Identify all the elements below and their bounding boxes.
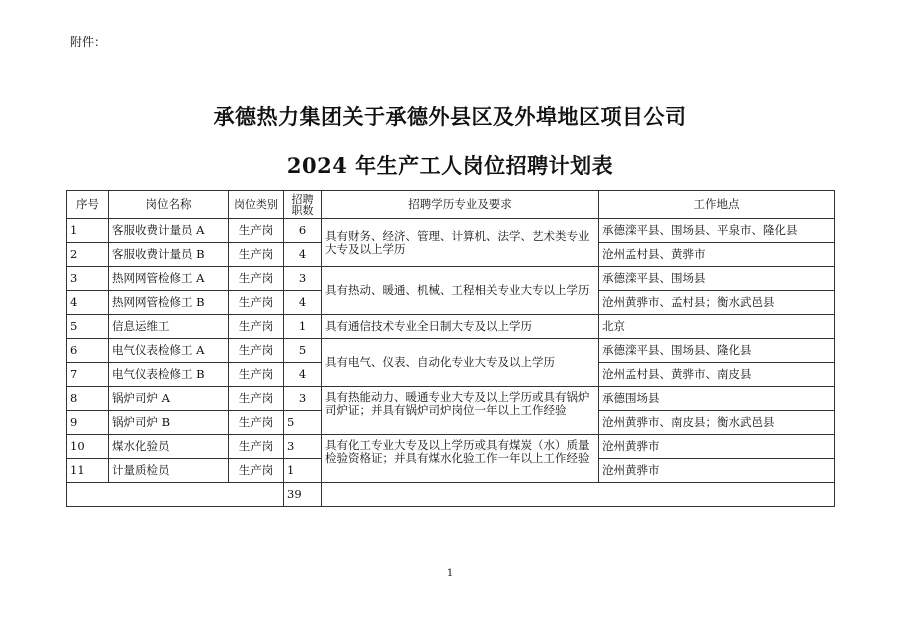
- cell-location: 沧州黄骅市、南皮县；衡水武邑县: [599, 411, 835, 435]
- cell-seq: 11: [67, 459, 109, 483]
- cell-count: 4: [284, 363, 322, 387]
- cell-category: 生产岗: [229, 459, 284, 483]
- cell-seq: 9: [67, 411, 109, 435]
- cell-seq: 5: [67, 315, 109, 339]
- table-total-row: [67, 483, 835, 507]
- cell-count: 5: [284, 339, 322, 363]
- cell-category: 生产岗: [229, 387, 284, 411]
- cell-location: 北京: [599, 315, 835, 339]
- cell-location: 承德滦平县、围场县: [599, 267, 835, 291]
- cell-count: 3: [284, 267, 322, 291]
- table-row: [67, 435, 835, 459]
- table-row: [67, 219, 835, 243]
- cell-location: 沧州黄骅市: [599, 435, 835, 459]
- document-title-line2: 2024 年生产工人岗位招聘计划表: [286, 153, 614, 178]
- attachment-label: 附件：: [70, 35, 107, 49]
- page-number: 1: [446, 568, 454, 579]
- header-category: 岗位类别: [229, 191, 284, 219]
- cell-location: 沧州黄骅市: [599, 459, 835, 483]
- table-header-row: [67, 191, 835, 219]
- cell-seq: 10: [67, 435, 109, 459]
- cell-requirements: 具有化工专业大专及以上学历或具有煤炭（水）质量检验资格证；并具有煤水化验工作一年以上工作经验: [322, 435, 599, 483]
- cell-position: 计量质检员: [109, 459, 229, 483]
- cell-count: 1: [284, 459, 322, 483]
- cell-category: 生产岗: [229, 339, 284, 363]
- cell-position: 客服收费计量员 A: [109, 219, 229, 243]
- cell-count: 1: [284, 315, 322, 339]
- cell-count: 3: [284, 387, 322, 411]
- cell-count: 4: [284, 291, 322, 315]
- table-row: [67, 339, 835, 363]
- cell-requirements: 具有电气、仪表、自动化专业大专及以上学历: [322, 339, 599, 387]
- cell-position: 电气仪表检修工 B: [109, 363, 229, 387]
- cell-position: 信息运维工: [109, 315, 229, 339]
- table-row: [67, 315, 835, 339]
- document-title-line1: 承德热力集团关于承德外县区及外埠地区项目公司: [213, 104, 687, 129]
- cell-position: 热网网管检修工 A: [109, 267, 229, 291]
- cell-position: 客服收费计量员 B: [109, 243, 229, 267]
- cell-seq: 3: [67, 267, 109, 291]
- header-position: 岗位名称: [109, 191, 229, 219]
- cell-category: 生产岗: [229, 315, 284, 339]
- cell-count: 6: [284, 219, 322, 243]
- cell-position: 锅炉司炉 A: [109, 387, 229, 411]
- table-row: [67, 267, 835, 291]
- total-label-cell: [67, 483, 284, 507]
- cell-position: 电气仪表检修工 A: [109, 339, 229, 363]
- cell-position: 锅炉司炉 B: [109, 411, 229, 435]
- cell-requirements: 具有财务、经济、管理、计算机、法学、艺术类专业大专及以上学历: [322, 219, 599, 267]
- cell-location: 沧州黄骅市、孟村县；衡水武邑县: [599, 291, 835, 315]
- header-location: 工作地点: [599, 191, 835, 219]
- cell-category: 生产岗: [229, 219, 284, 243]
- cell-position: 热网网管检修工 B: [109, 291, 229, 315]
- cell-category: 生产岗: [229, 291, 284, 315]
- cell-category: 生产岗: [229, 363, 284, 387]
- cell-seq: 4: [67, 291, 109, 315]
- cell-seq: 6: [67, 339, 109, 363]
- cell-seq: 1: [67, 219, 109, 243]
- cell-location: 沧州孟村县、黄骅市、南皮县: [599, 363, 835, 387]
- cell-count: 4: [284, 243, 322, 267]
- total-blank-cell: [322, 483, 835, 507]
- cell-requirements: 具有热能动力、暖通专业大专及以上学历或具有锅炉司炉证；并具有锅炉司炉岗位一年以上工作经验: [322, 387, 599, 435]
- header-count: 招聘职数: [284, 191, 322, 219]
- cell-seq: 7: [67, 363, 109, 387]
- header-requirements: 招聘学历专业及要求: [322, 191, 599, 219]
- table-row: [67, 387, 835, 411]
- cell-location: 承德滦平县、围场县、平泉市、隆化县: [599, 219, 835, 243]
- cell-seq: 2: [67, 243, 109, 267]
- cell-location: 沧州孟村县、黄骅市: [599, 243, 835, 267]
- cell-position: 煤水化验员: [109, 435, 229, 459]
- header-seq: 序号: [67, 191, 109, 219]
- cell-requirements: 具有通信技术专业全日制大专及以上学历: [322, 315, 599, 339]
- cell-location: 承德滦平县、围场县、隆化县: [599, 339, 835, 363]
- cell-count: 5: [284, 411, 322, 435]
- cell-count: 3: [284, 435, 322, 459]
- cell-category: 生产岗: [229, 243, 284, 267]
- cell-category: 生产岗: [229, 267, 284, 291]
- cell-location: 承德围场县: [599, 387, 835, 411]
- recruitment-plan-table: [66, 190, 835, 507]
- cell-seq: 8: [67, 387, 109, 411]
- cell-category: 生产岗: [229, 411, 284, 435]
- cell-requirements: 具有热动、暖通、机械、工程相关专业大专以上学历: [322, 267, 599, 315]
- cell-category: 生产岗: [229, 435, 284, 459]
- total-count: 39: [284, 483, 322, 507]
